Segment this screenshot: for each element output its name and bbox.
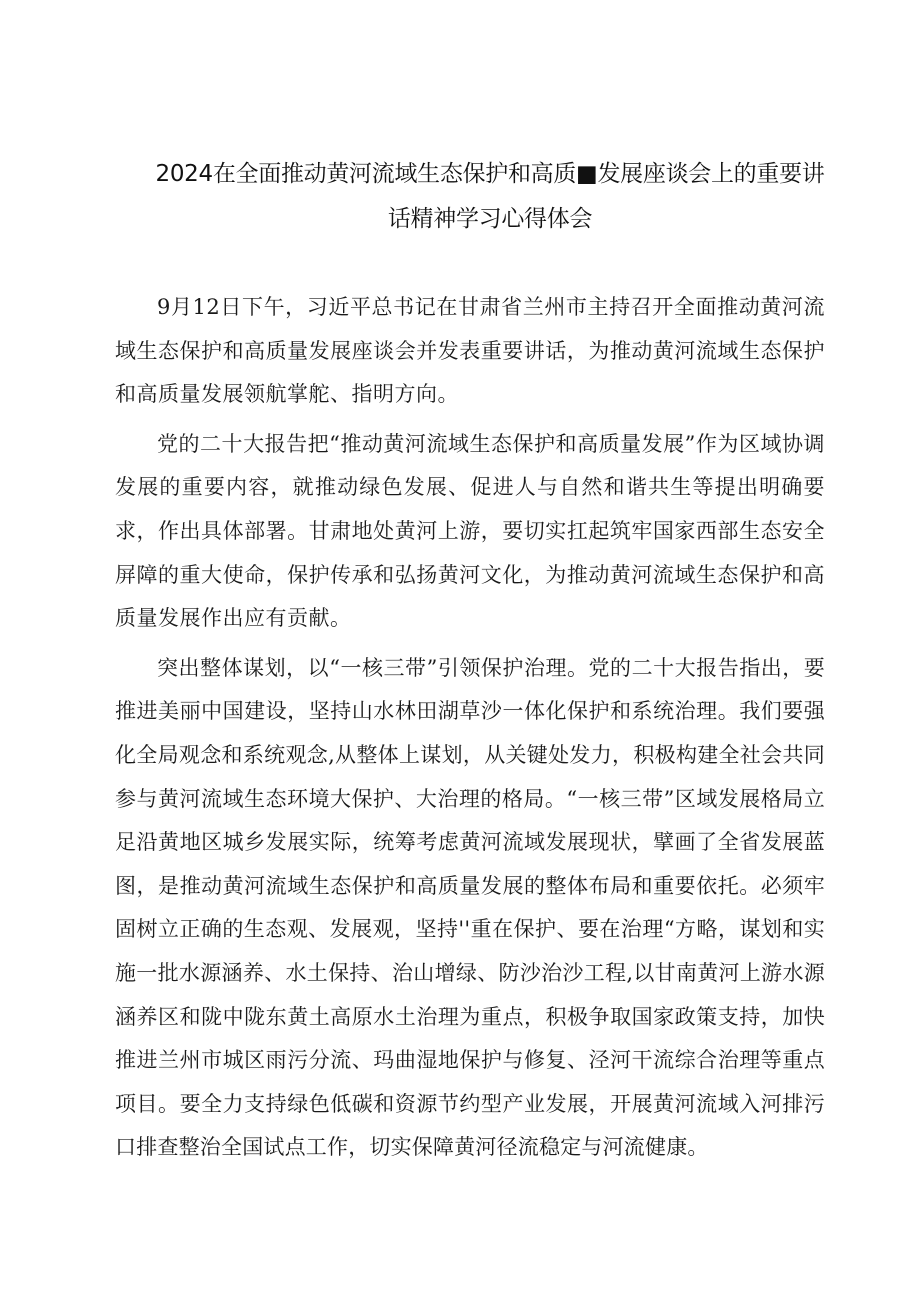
paragraph-3: 突出整体谋划，以“一核三带”引领保护治理。党的二十大报告指出，要推进美丽中国建设，坚持山水林田湖草沙一体化保护和系统治理。我们要强化全局观念和系统观念,从整体上谋划，从关键处发力，积极构建全社会共同参与黄河流域生态环境大保护、大治理的格局。“一核三带”区域发展格局立足沿黄地区城乡发展实际，统筹考虑黄河流域发展现状，擘画了全省发展蓝图，是推动黄河流域生态保护和高质量发展的整体布局和重要依托。必须牢固树立正确的生态观、发展观，坚持''重在保护、要在治理“方略，谋划和实施一批水源涵养、水土保持、治山增绿、防沙治沙工程,以甘南黄河上游水源涵养区和陇中陇东黄土高原水土治理为重点，积极争取国家政策支持，加快推进兰州市城区雨污分流、玛曲湿地保护与修复、泾河干流综合治理等重点项目。要全力支持绿色低碳和资源节约型产业发展，开展黄河流域入河排污口排查整治全国试点工作，切实保障黄河径流稳定与河流健康。: [115, 655, 825, 1160]
document-title: [140, 152, 840, 242]
paragraph-1: 9月12日下午，习近平总书记在甘肃省兰州市主持召开全面推动黄河流域生态保护和高质量发展座谈会并发表重要讲话，为推动黄河流域生态保护和高质量发展领航掌舵、指明方向。: [115, 295, 825, 407]
title-line-1: 2024在全面推动黄河流域生态保护和高质■发展座谈会上的重要讲: [155, 161, 825, 187]
title-line-2: 话精神学习心得体会: [387, 206, 593, 232]
paragraph-2: 党的二十大报告把“推动黄河流域生态保护和高质量发展”作为区域协调发展的重要内容，就推动绿色发展、促进人与自然和谐共生等提出明确要求，作出具体部署。甘肃地处黄河上游，要切实扛起筑牢国家西部生态安全屏障的重大使命，保护传承和弘扬黄河文化，为推动黄河流域生态保护和高质量发展作出应有贡献。: [115, 431, 825, 631]
document-body: [115, 286, 825, 1176]
